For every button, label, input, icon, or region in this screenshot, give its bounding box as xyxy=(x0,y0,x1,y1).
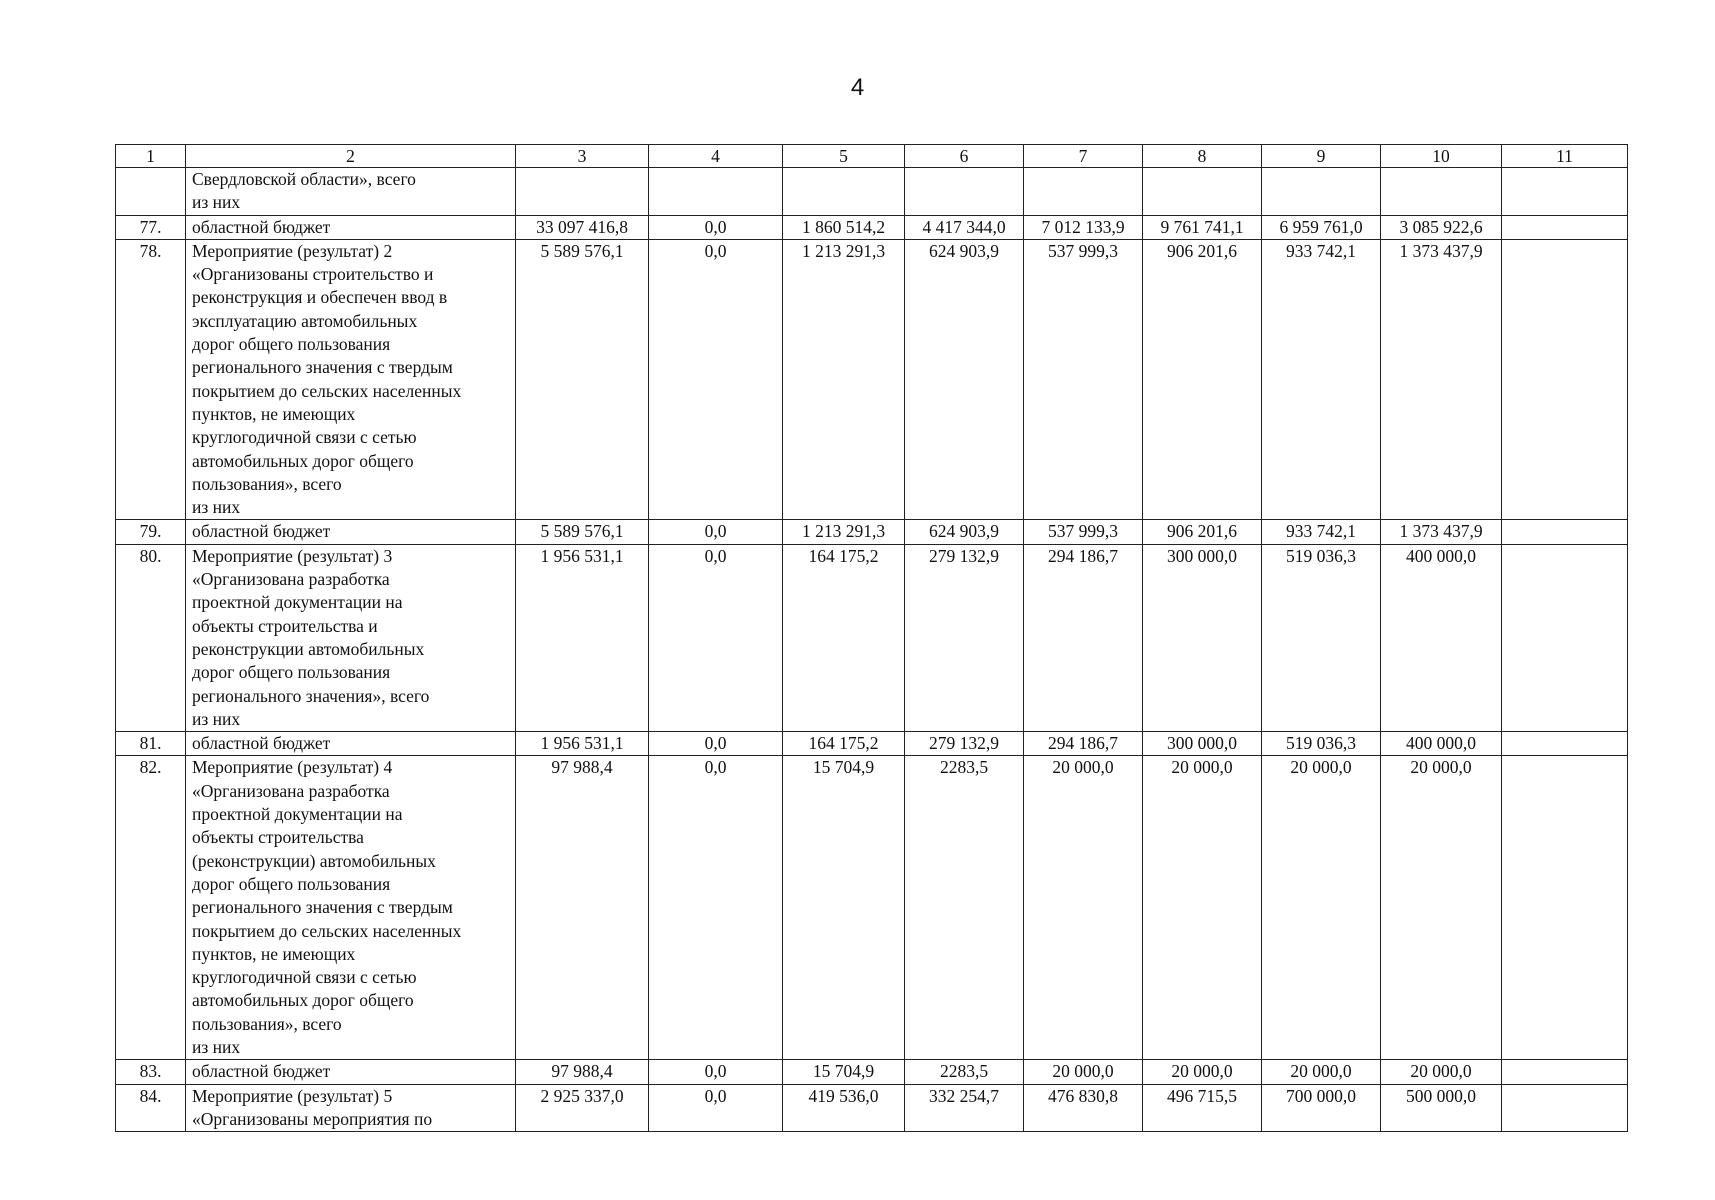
description-line: пользования», всего xyxy=(192,1013,342,1034)
description-line: регионального значения», всего xyxy=(192,685,430,706)
description-line: «Организована разработка xyxy=(192,780,390,801)
value-cell-col-7 xyxy=(1024,168,1143,216)
description-line: автомобильных дорог общего xyxy=(192,450,414,471)
value-cell-col-10 xyxy=(1381,168,1502,216)
value-cell-col-3: 2 925 337,0 xyxy=(516,1084,649,1132)
description-line: пунктов, не имеющих xyxy=(192,403,356,424)
value-cell-col-8: 300 000,0 xyxy=(1143,544,1262,731)
description-line: из них xyxy=(192,708,241,729)
description-line: Мероприятие (результат) 3 xyxy=(192,545,393,566)
description-line: круглогодичной связи с сетью xyxy=(192,967,417,988)
column-header: 11 xyxy=(1502,145,1628,168)
value-cell-col-11 xyxy=(1502,756,1628,1060)
description-line: Мероприятие (результат) 2 xyxy=(192,240,393,261)
header-row xyxy=(116,145,1628,168)
description-line: эксплуатацию автомобильных xyxy=(192,310,418,331)
value-cell-col-4: 0,0 xyxy=(649,239,783,520)
value-cell-col-10: 3 085 922,6 xyxy=(1381,215,1502,239)
value-cell-col-4: 0,0 xyxy=(649,732,783,756)
value-cell-col-4 xyxy=(649,168,783,216)
column-header: 5 xyxy=(783,145,905,168)
row-index xyxy=(116,168,186,216)
value-cell-col-10: 1 373 437,9 xyxy=(1381,239,1502,520)
value-cell-col-11 xyxy=(1502,1060,1628,1084)
value-cell-col-8 xyxy=(1143,168,1262,216)
value-cell-col-3: 5 589 576,1 xyxy=(516,520,649,544)
value-cell-col-10: 20 000,0 xyxy=(1381,756,1502,1060)
description-line: дорог общего пользования xyxy=(192,334,391,355)
value-cell-col-6: 2283,5 xyxy=(905,756,1024,1060)
value-cell-col-9 xyxy=(1262,168,1381,216)
table-row xyxy=(116,239,1628,520)
description-line: регионального значения с твердым xyxy=(192,897,453,918)
row-description xyxy=(186,239,516,520)
description-line: дорог общего пользования xyxy=(192,873,391,894)
value-cell-col-6 xyxy=(905,168,1024,216)
value-cell-col-9: 6 959 761,0 xyxy=(1262,215,1381,239)
row-index: 80. xyxy=(116,544,186,731)
row-description xyxy=(186,732,516,756)
description-line: Мероприятие (результат) 4 xyxy=(192,757,393,778)
row-description xyxy=(186,1084,516,1132)
column-header: 1 xyxy=(116,145,186,168)
description-line: из них xyxy=(192,1036,241,1057)
value-cell-col-6: 2283,5 xyxy=(905,1060,1024,1084)
table-row xyxy=(116,1084,1628,1132)
value-cell-col-11 xyxy=(1502,520,1628,544)
description-line: (реконструкции) автомобильных xyxy=(192,850,436,871)
row-description xyxy=(186,215,516,239)
value-cell-col-6: 4 417 344,0 xyxy=(905,215,1024,239)
value-cell-col-10: 500 000,0 xyxy=(1381,1084,1502,1132)
value-cell-col-3: 5 589 576,1 xyxy=(516,239,649,520)
row-description xyxy=(186,168,516,216)
description-line: областной бюджет xyxy=(192,733,331,754)
value-cell-col-6: 624 903,9 xyxy=(905,239,1024,520)
table-row xyxy=(116,756,1628,1060)
column-header: 4 xyxy=(649,145,783,168)
value-cell-col-5: 15 704,9 xyxy=(783,756,905,1060)
value-cell-col-11 xyxy=(1502,732,1628,756)
value-cell-col-4: 0,0 xyxy=(649,1060,783,1084)
description-line: реконструкции автомобильных xyxy=(192,638,425,659)
value-cell-col-11 xyxy=(1502,544,1628,731)
value-cell-col-10: 400 000,0 xyxy=(1381,544,1502,731)
value-cell-col-5: 1 213 291,3 xyxy=(783,520,905,544)
description-line: покрытием до сельских населенных xyxy=(192,920,462,941)
value-cell-col-9: 700 000,0 xyxy=(1262,1084,1381,1132)
value-cell-col-10: 400 000,0 xyxy=(1381,732,1502,756)
value-cell-col-8: 906 201,6 xyxy=(1143,239,1262,520)
value-cell-col-7: 294 186,7 xyxy=(1024,732,1143,756)
description-line: объекты строительства и xyxy=(192,615,378,636)
value-cell-col-4: 0,0 xyxy=(649,520,783,544)
column-header: 2 xyxy=(186,145,516,168)
value-cell-col-9: 519 036,3 xyxy=(1262,544,1381,731)
value-cell-col-6: 332 254,7 xyxy=(905,1084,1024,1132)
value-cell-col-8: 906 201,6 xyxy=(1143,520,1262,544)
table-row xyxy=(116,215,1628,239)
value-cell-col-5: 1 213 291,3 xyxy=(783,239,905,520)
description-line: круглогодичной связи с сетью xyxy=(192,427,417,448)
description-line: пользования», всего xyxy=(192,473,342,494)
value-cell-col-7: 7 012 133,9 xyxy=(1024,215,1143,239)
table-row xyxy=(116,168,1628,216)
description-line: проектной документации на xyxy=(192,804,403,825)
description-line: «Организована разработка xyxy=(192,569,390,590)
table-row xyxy=(116,544,1628,731)
description-line: регионального значения с твердым xyxy=(192,357,453,378)
row-description xyxy=(186,1060,516,1084)
description-line: объекты строительства xyxy=(192,827,364,848)
value-cell-col-5: 164 175,2 xyxy=(783,732,905,756)
description-line: пунктов, не имеющих xyxy=(192,943,356,964)
row-index: 84. xyxy=(116,1084,186,1132)
value-cell-col-8: 9 761 741,1 xyxy=(1143,215,1262,239)
value-cell-col-3 xyxy=(516,168,649,216)
description-line: из них xyxy=(192,192,241,213)
column-header: 9 xyxy=(1262,145,1381,168)
value-cell-col-9: 20 000,0 xyxy=(1262,756,1381,1060)
description-line: областной бюджет xyxy=(192,216,331,237)
value-cell-col-7: 20 000,0 xyxy=(1024,756,1143,1060)
column-header: 7 xyxy=(1024,145,1143,168)
row-index: 79. xyxy=(116,520,186,544)
description-line: проектной документации на xyxy=(192,592,403,613)
value-cell-col-7: 294 186,7 xyxy=(1024,544,1143,731)
description-line: областной бюджет xyxy=(192,1061,331,1082)
description-line: «Организованы мероприятия по xyxy=(192,1108,433,1129)
row-description xyxy=(186,520,516,544)
value-cell-col-7: 537 999,3 xyxy=(1024,520,1143,544)
value-cell-col-4: 0,0 xyxy=(649,1084,783,1132)
value-cell-col-8: 20 000,0 xyxy=(1143,1060,1262,1084)
description-line: из них xyxy=(192,497,241,518)
value-cell-col-10: 20 000,0 xyxy=(1381,1060,1502,1084)
value-cell-col-3: 97 988,4 xyxy=(516,1060,649,1084)
value-cell-col-9: 933 742,1 xyxy=(1262,239,1381,520)
table-row xyxy=(116,732,1628,756)
value-cell-col-10: 1 373 437,9 xyxy=(1381,520,1502,544)
value-cell-col-3: 1 956 531,1 xyxy=(516,544,649,731)
row-description xyxy=(186,756,516,1060)
value-cell-col-9: 519 036,3 xyxy=(1262,732,1381,756)
description-line: Мероприятие (результат) 5 xyxy=(192,1085,393,1106)
description-line: Свердловской области», всего xyxy=(192,169,416,189)
value-cell-col-5: 1 860 514,2 xyxy=(783,215,905,239)
value-cell-col-8: 20 000,0 xyxy=(1143,756,1262,1060)
row-index: 77. xyxy=(116,215,186,239)
description-line: покрытием до сельских населенных xyxy=(192,380,462,401)
value-cell-col-7: 20 000,0 xyxy=(1024,1060,1143,1084)
value-cell-col-4: 0,0 xyxy=(649,544,783,731)
value-cell-col-5: 419 536,0 xyxy=(783,1084,905,1132)
value-cell-col-5 xyxy=(783,168,905,216)
row-description xyxy=(186,544,516,731)
value-cell-col-3: 97 988,4 xyxy=(516,756,649,1060)
value-cell-col-3: 33 097 416,8 xyxy=(516,215,649,239)
value-cell-col-9: 20 000,0 xyxy=(1262,1060,1381,1084)
column-header: 10 xyxy=(1381,145,1502,168)
value-cell-col-11 xyxy=(1502,239,1628,520)
row-index: 81. xyxy=(116,732,186,756)
table-row xyxy=(116,1060,1628,1084)
value-cell-col-4: 0,0 xyxy=(649,215,783,239)
value-cell-col-11 xyxy=(1502,1084,1628,1132)
value-cell-col-5: 164 175,2 xyxy=(783,544,905,731)
description-line: областной бюджет xyxy=(192,521,331,542)
row-index: 78. xyxy=(116,239,186,520)
value-cell-col-8: 300 000,0 xyxy=(1143,732,1262,756)
table-body xyxy=(116,168,1628,1132)
description-line: реконструкция и обеспечен ввод в xyxy=(192,287,448,308)
value-cell-col-11 xyxy=(1502,215,1628,239)
value-cell-col-3: 1 956 531,1 xyxy=(516,732,649,756)
value-cell-col-7: 537 999,3 xyxy=(1024,239,1143,520)
value-cell-col-9: 933 742,1 xyxy=(1262,520,1381,544)
value-cell-col-5: 15 704,9 xyxy=(783,1060,905,1084)
value-cell-col-6: 624 903,9 xyxy=(905,520,1024,544)
value-cell-col-11 xyxy=(1502,168,1628,216)
table-row xyxy=(116,520,1628,544)
page-number: 4 xyxy=(850,74,865,101)
value-cell-col-4: 0,0 xyxy=(649,756,783,1060)
value-cell-col-6: 279 132,9 xyxy=(905,544,1024,731)
column-header: 6 xyxy=(905,145,1024,168)
description-line: автомобильных дорог общего xyxy=(192,990,414,1011)
budget-table xyxy=(115,144,1628,1132)
description-line: «Организованы строительство и xyxy=(192,264,434,285)
description-line: дорог общего пользования xyxy=(192,662,391,683)
value-cell-col-7: 476 830,8 xyxy=(1024,1084,1143,1132)
row-index: 82. xyxy=(116,756,186,1060)
row-index: 83. xyxy=(116,1060,186,1084)
column-header: 3 xyxy=(516,145,649,168)
column-header: 8 xyxy=(1143,145,1262,168)
value-cell-col-8: 496 715,5 xyxy=(1143,1084,1262,1132)
value-cell-col-6: 279 132,9 xyxy=(905,732,1024,756)
